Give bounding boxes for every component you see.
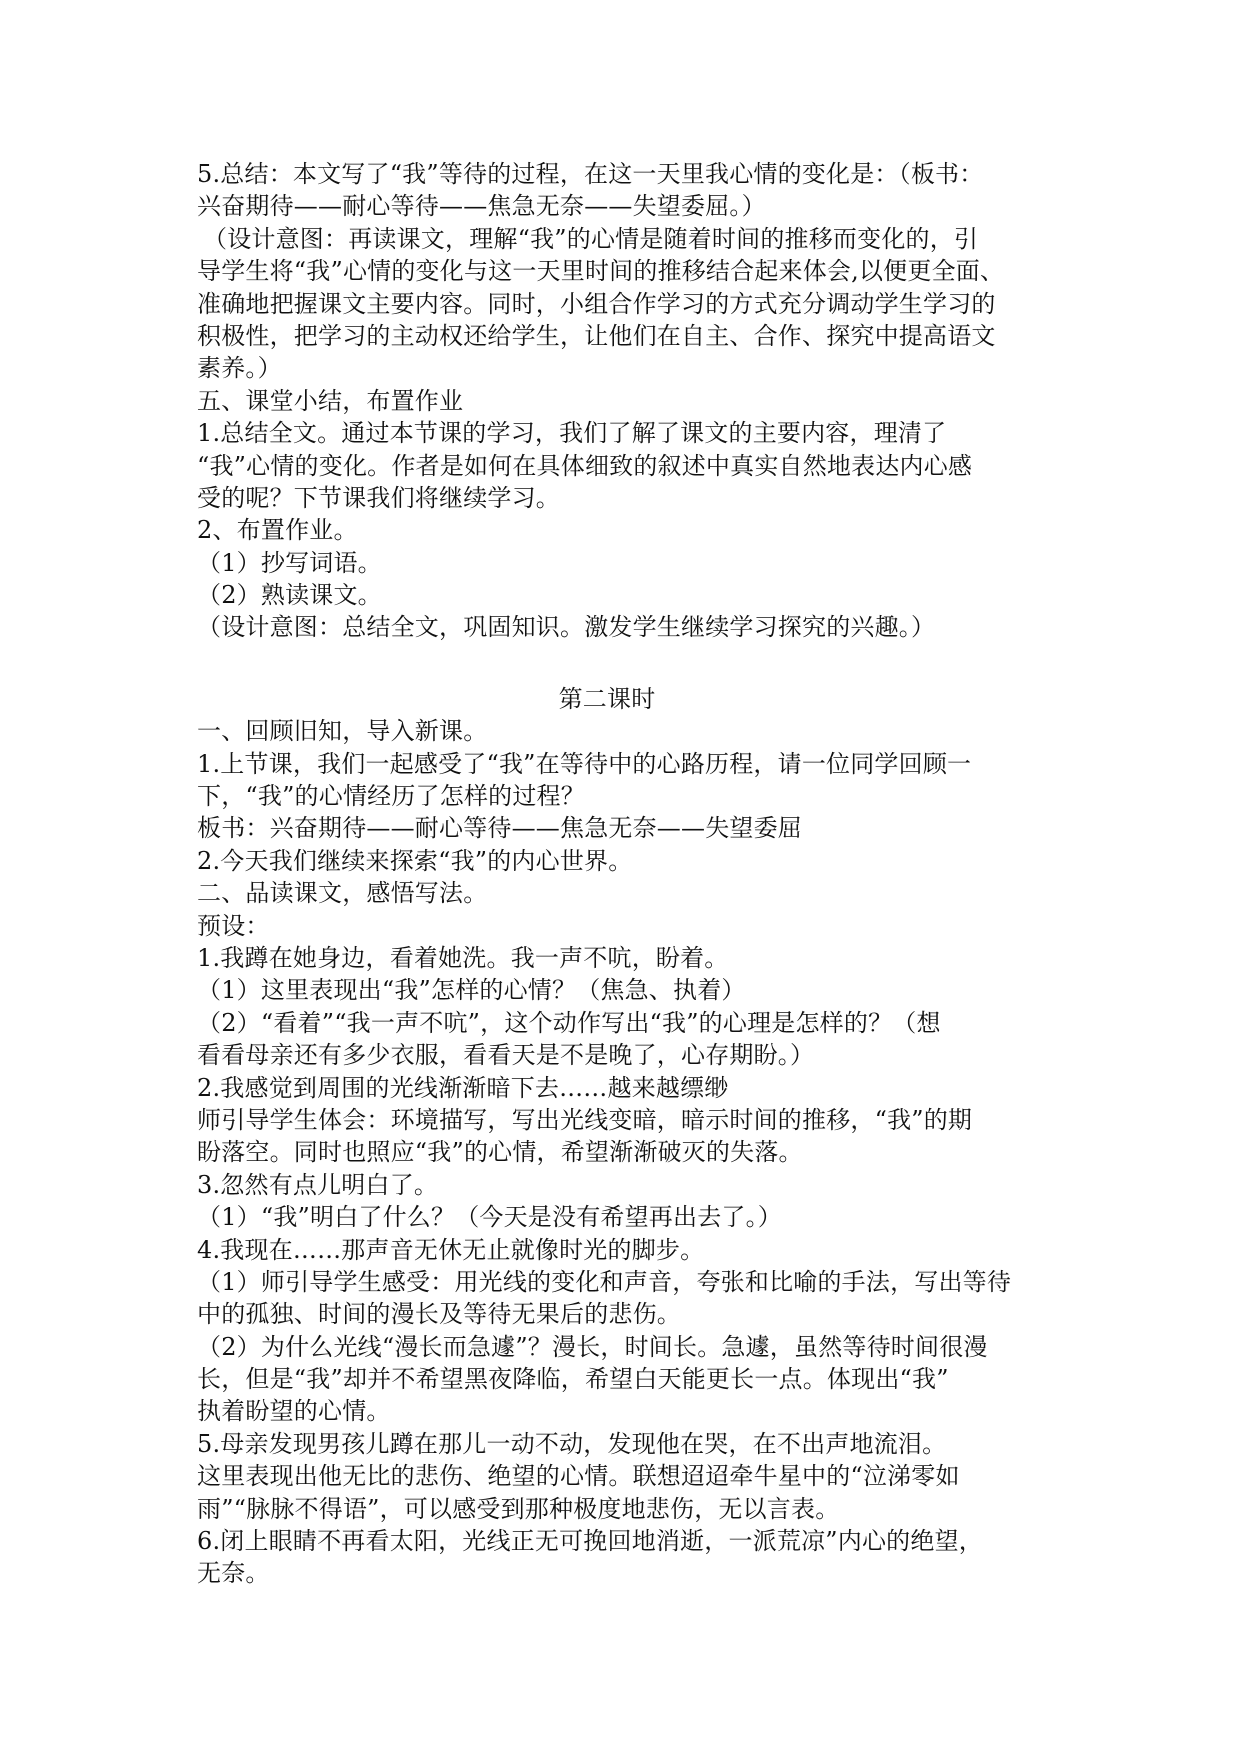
text-line: 看看母亲还有多少衣服，看看天是不是晚了，心存期盼。） bbox=[197, 1041, 815, 1070]
text-line: 执着盼望的心情。 bbox=[197, 1397, 391, 1426]
text-line: 1.上节课，我们一起感受了“我”在等待中的心路历程，请一位同学回顾一 bbox=[197, 749, 972, 778]
text-line: 导学生将“我”心情的变化与这一天里时间的推移结合起来体会,以便更全面、 bbox=[197, 257, 1005, 286]
document-page bbox=[197, 158, 1057, 1590]
text-line: 4.我现在……那声音无休无止就像时光的脚步。 bbox=[197, 1235, 705, 1264]
text-line: 下，“我”的心情经历了怎样的过程？ bbox=[197, 782, 585, 811]
text-line: 板书：兴奋期待——耐心等待——焦急无奈——失望委屈 bbox=[197, 814, 802, 843]
text-line: 长，但是“我”却并不希望黑夜降临，希望白天能更长一点。体现出“我” bbox=[197, 1365, 949, 1394]
text-line: 准确地把握课文主要内容。同时，小组合作学习的方式充分调动学生学习的 bbox=[197, 289, 996, 318]
text-line: （设计意图：总结全文，巩固知识。激发学生继续学习探究的兴趣。） bbox=[197, 613, 936, 642]
text-line: 2.今天我们继续来探索“我”的内心世界。 bbox=[197, 846, 633, 875]
text-line: （2）为什么光线“漫长而急遽”？漫长，时间长。急遽，虽然等待时间很漫 bbox=[197, 1332, 988, 1361]
text-line: 5.母亲发现男孩儿蹲在那儿一动不动，发现他在哭，在不出声地流泪。 bbox=[197, 1429, 947, 1458]
text-line: 1.我蹲在她身边，看着她洗。我一声不吭，盼着。 bbox=[197, 943, 729, 972]
text-line: 雨”“脉脉不得语”，可以感受到那种极度地悲伤，无以言表。 bbox=[197, 1494, 840, 1523]
paragraph-spacer bbox=[197, 644, 1057, 683]
text-line: 5.总结：本文写了“我”等待的过程，在这一天里我心情的变化是：（板书： bbox=[197, 160, 984, 188]
text-line: 这里表现出他无比的悲伤、绝望的心情。联想迢迢牵牛星中的“泣涕零如 bbox=[197, 1462, 960, 1491]
text-line: （2）“看着”“我一声不吭”，这个动作写出“我”的心理是怎样的？（想 bbox=[197, 1008, 941, 1037]
text-line: 兴奋期待——耐心等待——焦急无奈——失望委屈。） bbox=[197, 192, 766, 221]
text-line: 中的孤独、时间的漫长及等待无果后的悲伤。 bbox=[197, 1300, 681, 1329]
text-line: （1）抄写词语。 bbox=[197, 548, 382, 577]
text-line: （2）熟读课文。 bbox=[197, 581, 382, 610]
section-heading: 一、回顾旧知，导入新课。 bbox=[197, 717, 488, 746]
section-heading: 二、品读课文，感悟写法。 bbox=[197, 879, 488, 908]
text-line: （1）师引导学生感受：用光线的变化和声音，夸张和比喻的手法，写出等待 bbox=[197, 1267, 1012, 1296]
text-line: 受的呢？下节课我们将继续学习。 bbox=[197, 483, 560, 512]
text-line: 素养。） bbox=[197, 354, 282, 383]
text-line: 盼落空。同时也照应“我”的心情，希望渐渐破灭的失落。 bbox=[197, 1138, 803, 1167]
text-line: 师引导学生体会：环境描写，写出光线变暗，暗示时间的推移，“我”的期 bbox=[197, 1105, 973, 1134]
text-line: 1.总结全文。通过本节课的学习，我们了解了课文的主要内容，理清了 bbox=[197, 419, 947, 448]
text-line: 预设： bbox=[197, 911, 270, 940]
text-line: 6.闭上眼睛不再看太阳，光线正无可挽回地消逝，一派荒凉”内心的绝望， bbox=[197, 1527, 983, 1556]
text-line: （1）“我”明白了什么？（今天是没有希望再出去了。） bbox=[197, 1203, 783, 1232]
text-line: 2、布置作业。 bbox=[197, 516, 358, 545]
text-line: 2.我感觉到周围的光线渐渐暗下去……越来越缥缈 bbox=[197, 1073, 729, 1102]
text-line: 积极性，把学习的主动权还给学生，让他们在自主、合作、探究中提高语文 bbox=[197, 321, 996, 350]
text-line: 无奈。 bbox=[197, 1559, 270, 1588]
text-line: “我”心情的变化。作者是如何在具体细致的叙述中真实自然地表达内心感 bbox=[197, 451, 973, 480]
lesson-title: 第二课时 bbox=[558, 684, 656, 713]
text-line: （设计意图：再读课文，理解“我”的心情是随着时间的推移而变化的，引 bbox=[203, 224, 979, 253]
section-heading: 五、课堂小结，布置作业 bbox=[197, 386, 464, 415]
text-line: （1）这里表现出“我”怎样的心情？（焦急、执着） bbox=[197, 976, 746, 1005]
text-line: 3.忽然有点儿明白了。 bbox=[197, 1170, 439, 1199]
